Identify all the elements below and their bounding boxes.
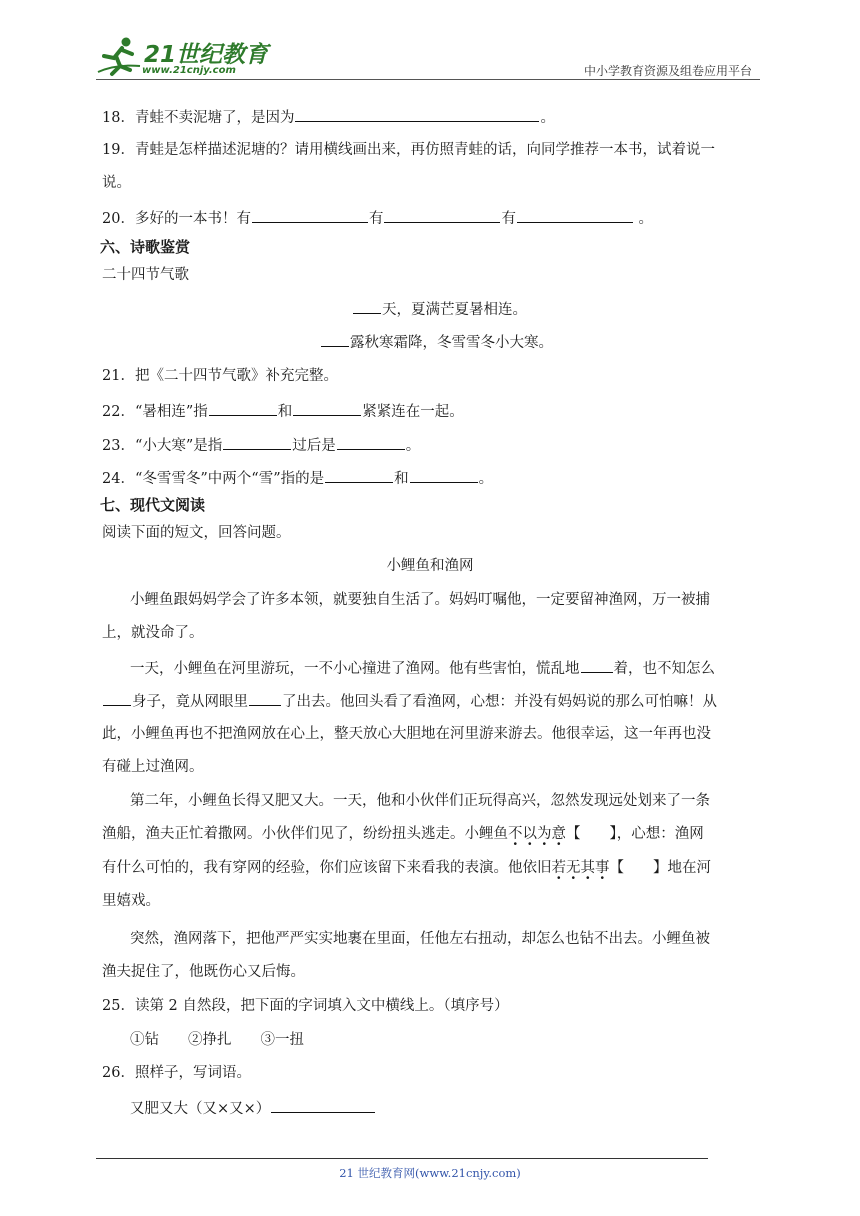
story-paragraph-3-line-3: 有什么可怕的，我有穿网的经验，你们应该留下来看我的表演。他依旧若无其事【 】地在河 (102, 860, 711, 876)
answer-blank[interactable] (325, 467, 393, 483)
answer-blank[interactable] (517, 207, 633, 223)
story-paragraph-3: 第二年，小鲤鱼长得又肥又大。一天，他和小伙伴们正玩得高兴，忽然发现远处划来了一条 (130, 793, 710, 809)
emphasized-char: 事 (595, 860, 610, 876)
story-paragraph-4-cont: 渔夫捉住了，他既伤心又后悔。 (102, 964, 305, 980)
runner-logo-icon (96, 36, 142, 78)
answer-blank[interactable] (293, 400, 361, 416)
answer-blank[interactable] (252, 207, 368, 223)
question-23: 23．“小大寒”是指 过后是 。 (102, 434, 420, 456)
question-22: 22．“暑相连”指 和 紧紧连在一起。 (102, 400, 464, 422)
story-paragraph-2-line-4: 有碰上过渔网。 (102, 759, 204, 775)
emphasized-char: 其 (580, 860, 595, 876)
story-title: 小鲤鱼和渔网 (386, 558, 474, 574)
emphasized-char: 不 (508, 826, 523, 842)
story-paragraph-3-line-4: 里嬉戏。 (102, 893, 160, 909)
question-19: 19．青蛙是怎样描述泥塘的？请用横线画出来，再仿照青蛙的话，向同学推荐一本书，试着说一 (102, 142, 715, 158)
question-20: 20．多好的一本书！有 有 有 。 (102, 207, 653, 229)
question-18: 18．青蛙不卖泥塘了，是因为 。 (102, 106, 555, 128)
logo-url: www.21cnjy.com (142, 65, 236, 76)
answer-blank[interactable] (410, 467, 478, 483)
emphasized-char: 以 (522, 826, 537, 842)
question-26: 26．照样子，写词语。 (102, 1065, 251, 1081)
question-25: 25．读第 2 自然段，把下面的字词填入文中横线上。（填序号） (102, 998, 509, 1014)
answer-blank[interactable] (384, 207, 500, 223)
reading-intro: 阅读下面的短文，回答问题。 (102, 525, 291, 541)
answer-blank[interactable] (581, 657, 613, 673)
story-paragraph-2: 一天，小鲤鱼在河里游玩，一不小心撞进了渔网。他有些害怕，慌乱地 着，也不知怎么 (130, 657, 715, 679)
answer-blank[interactable] (321, 331, 349, 347)
header-divider (96, 79, 760, 80)
story-paragraph-3-line-2: 渔船，渔夫正忙着撒网。小伙伴们见了，纷纷扭头逃走。小鲤鱼不以为意【 】，心想：渔网 (102, 826, 704, 842)
page-header (96, 34, 760, 82)
emphasized-char: 为 (537, 826, 552, 842)
question-26-example: 又肥又大（又×又×） (130, 1097, 376, 1119)
emphasized-char: 意 (551, 826, 566, 842)
story-paragraph-2-line-3: 此，小鲤鱼再也不把渔网放在心上，整天放心大胆地在河里游来游去。他很幸运，这一年再也没 (102, 726, 711, 742)
page-footer: 21 世纪教育网(www.21cnjy.com) (339, 1166, 521, 1180)
logo (96, 36, 276, 78)
poem-line-2: 露秋寒霜降，冬雪雪冬小大寒。 (320, 331, 553, 353)
emphasized-char: 若 (551, 860, 566, 876)
answer-blank[interactable] (249, 690, 281, 706)
story-paragraph-1: 小鲤鱼跟妈妈学会了许多本领，就要独自生活了。妈妈叮嘱他，一定要留神渔网，万一被捕 (130, 592, 710, 608)
poem-line-1: 天，夏满芒夏暑相连。 (352, 298, 527, 320)
story-paragraph-1-cont: 上，就没命了。 (102, 625, 204, 641)
poem-title: 二十四节气歌 (102, 267, 189, 283)
logo-title: 21世纪教育 (144, 42, 269, 68)
question-21: 21．把《二十四节气歌》补充完整。 (102, 368, 338, 384)
footer-divider (96, 1158, 708, 1159)
story-paragraph-2-line-2: 身子，竟从网眼里 了出去。他回头看了看渔网，心想：并没有妈妈说的那么可怕嘛！从 (102, 690, 717, 712)
story-paragraph-4: 突然，渔网落下，把他严严实实地裹在里面，任他左右扭动，却怎么也钻不出去。小鲤鱼被 (130, 931, 710, 947)
answer-blank[interactable] (295, 106, 539, 122)
header-platform-text: 中小学教育资源及组卷应用平台 (583, 64, 752, 78)
answer-blank[interactable] (209, 400, 277, 416)
section-heading-reading: 七、现代文阅读 (100, 496, 206, 514)
answer-blank[interactable] (353, 298, 381, 314)
section-heading-poetry: 六、诗歌鉴赏 (100, 238, 191, 256)
question-25-options: ①钻 ②挣扎 ③一扭 (130, 1032, 304, 1048)
answer-blank[interactable] (103, 690, 131, 706)
answer-blank[interactable] (223, 434, 291, 450)
answer-blank[interactable] (271, 1097, 375, 1113)
question-19-cont: 说。 (102, 175, 131, 191)
emphasized-char: 无 (566, 860, 581, 876)
answer-blank[interactable] (337, 434, 405, 450)
question-24: 24．“冬雪雪冬”中两个“雪”指的是 和 。 (102, 467, 493, 489)
